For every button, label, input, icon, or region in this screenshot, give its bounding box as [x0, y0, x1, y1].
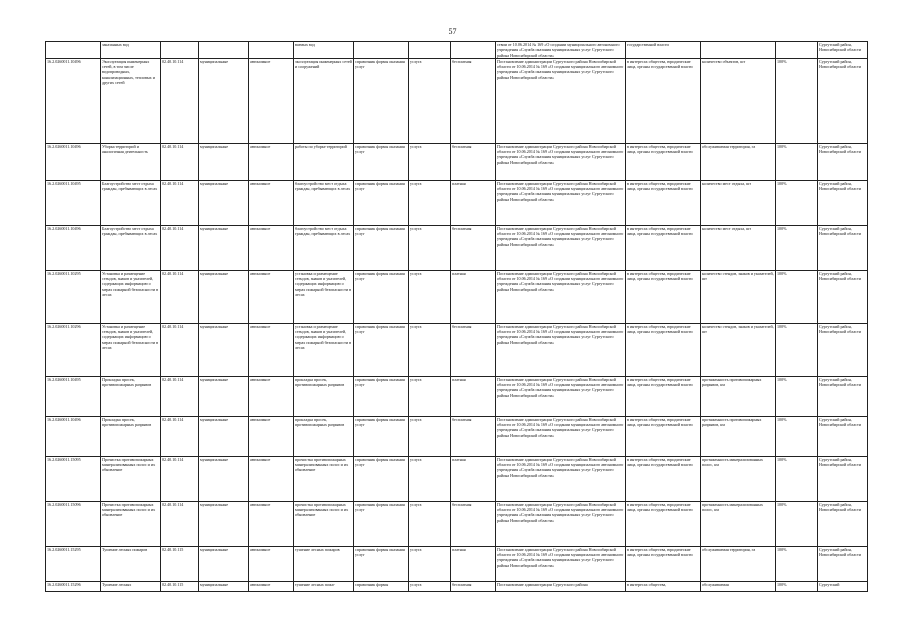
cell-recipients: в интересах общества, юридические лица, органы государственной власти — [626, 58, 701, 143]
cell-owner: Сургутский район, Новосибирской области — [818, 416, 868, 456]
cell-type: услуга — [409, 546, 451, 581]
cell-okved: 02.40.10.115 — [161, 581, 199, 591]
cell-level: муниципальные — [199, 376, 249, 416]
cell-num: 16.2.0260011.10495 — [46, 376, 101, 416]
cell-name: Благоустройство мест отдыха граждан, пребывающих в лесах — [101, 180, 161, 225]
cell-level: муниципальные — [199, 416, 249, 456]
cell-inst: автономное — [249, 581, 294, 591]
cell-npa: Постановление администрации Сургутского района Новосибирской области от 10.06.2014 № 169 «О создании муниципального автономного учреждения «Служба оказания муниципальных услуг Сургутского района Новосибирской области» — [496, 180, 626, 225]
cell-recipients: в интересах общества, юридические лица, органы государственной власти — [626, 416, 701, 456]
cell-npa: Постановление администрации Сургутского района — [496, 581, 626, 591]
cell-recipients: в интересах общества, юридические лица, органы государственной власти — [626, 180, 701, 225]
cell-name: Установка и размещение стендов, знаков и указателей, содержащих информацию о мерах пожарной безопасности в лесах — [101, 270, 161, 323]
cell-recipients: в интересах общества, юридические лица, органы государственной власти — [626, 143, 701, 180]
cell-type: услуга — [409, 581, 451, 591]
cell-pay: бесплатная — [451, 323, 496, 376]
cell-recipients: в интересах общества, юридические лица, органы государственной власти — [626, 501, 701, 546]
cell-owner: Сургутский район, Новосибирской области — [818, 180, 868, 225]
cell-level: муниципальные — [199, 546, 249, 581]
cell-indicator: количество стендов, знаков и указателей, шт — [701, 323, 776, 376]
cell-pay: бесплатная — [451, 581, 496, 591]
table-row — [46, 225, 868, 270]
cell-num: 16.2.0260011.10496 — [46, 225, 101, 270]
table-row — [46, 456, 868, 501]
cell-pay: платная — [451, 546, 496, 581]
cell-inst: автономное — [249, 323, 294, 376]
cell-form: справочник формы оказания услуг — [354, 270, 409, 323]
cell-okved: 02.40.10.114 — [161, 225, 199, 270]
cell-pct: 100% — [776, 546, 818, 581]
cell-indicator: протяженность минерализованных полос, км — [701, 456, 776, 501]
cell-okved: 02.40.10.114 — [161, 416, 199, 456]
cell-name: Тушение лесных — [101, 581, 161, 591]
cell-type: услуга — [409, 180, 451, 225]
cell-content: тушение лесных пожаров — [294, 546, 354, 581]
table-row — [46, 416, 868, 456]
cell-indicator: обслуживаемая территория, га — [701, 546, 776, 581]
cell-owner: Сургутский район, Новосибирской области — [818, 225, 868, 270]
cell-name: Тушение лесных пожаров — [101, 546, 161, 581]
cell-level: муниципальные — [199, 270, 249, 323]
cell-npa: Постановление администрации Сургутского района Новосибирской области от 10.06.2014 № 169 «О создании муниципального автономного учреждения «Служба оказания муниципальных услуг Сургутского района Новосибирской области» — [496, 225, 626, 270]
cell-pay: бесплатная — [451, 501, 496, 546]
cell-content: благоустройство мест отдыха граждан, пребывающих в лесах — [294, 180, 354, 225]
cell-npa: Постановление администрации Сургутского района Новосибирской области от 10.06.2014 № 169 «О создании муниципального автономного учреждения «Служба оказания муниципальных услуг Сургутского района Новосибирской области» — [496, 270, 626, 323]
cell-num: 16.2.0260011.15095 — [46, 456, 101, 501]
cell-form: справочник формы оказания услуг — [354, 546, 409, 581]
cell-pct: 100% — [776, 180, 818, 225]
cell-type: услуга — [409, 456, 451, 501]
cell-pct: 100% — [776, 143, 818, 180]
cell-form: справочник формы оказания услуг — [354, 323, 409, 376]
cell-inst: автономное — [249, 58, 294, 143]
cell-form: справочник формы оказания услуг — [354, 225, 409, 270]
cell-type: услуга — [409, 58, 451, 143]
table-row — [46, 501, 868, 546]
cell-okved: 02.40.10.114 — [161, 456, 199, 501]
cell-content: установка и размещение стендов, знаков и указателей, содержащих информацию о мерах пожарной безопасности в лесах — [294, 270, 354, 323]
cell-level: муниципальные — [199, 456, 249, 501]
cell-pct: 100% — [776, 501, 818, 546]
cell-recipients: в интересах общества, — [626, 581, 701, 591]
cell-name: Благоустройство мест отдыха граждан, пребывающих в лесах — [101, 225, 161, 270]
cell-pay: бесплатная — [451, 225, 496, 270]
cell-name: Прочистка противопожарных минерализованных полос и их обновление — [101, 501, 161, 546]
cell-form: справочник формы оказания услуг — [354, 58, 409, 143]
cell-indicator: протяженность противопожарных разрывов, км — [701, 416, 776, 456]
cell-num: 16.2.0260011.15295 — [46, 546, 101, 581]
cell-name: Прочистка противопожарных минерализованных полос и их обновление — [101, 456, 161, 501]
cell-inst: автономное — [249, 225, 294, 270]
cell-okved: 02.40.10.115 — [161, 546, 199, 581]
cell-name: заказанных вод — [101, 42, 161, 59]
cell-pay: бесплатная — [451, 143, 496, 180]
cell-recipients: в интересах общества, юридические лица, органы государственной власти — [626, 376, 701, 416]
cell-type: услуга — [409, 323, 451, 376]
cell-content: прокладка просек, противопожарных разрывов — [294, 416, 354, 456]
cell-pct: 100% — [776, 581, 818, 591]
cell-pct: 100% — [776, 58, 818, 143]
cell-type: услуга — [409, 416, 451, 456]
cell-content: ваемых вод — [294, 42, 354, 59]
cell-form: справочник формы оказания услуг — [354, 376, 409, 416]
cell-inst: автономное — [249, 501, 294, 546]
cell-num: 16.2.0260011.10495 — [46, 180, 101, 225]
cell-pay: платная — [451, 376, 496, 416]
cell-inst: автономное — [249, 270, 294, 323]
cell-type: услуга — [409, 225, 451, 270]
cell-content: прокладка просек, противопожарных разрывов — [294, 376, 354, 416]
cell-indicator: количество объектов, шт — [701, 58, 776, 143]
cell-pay: платная — [451, 270, 496, 323]
cell-content: прочистка противопожарных минерализованных полос и их обновление — [294, 501, 354, 546]
table-row — [46, 376, 868, 416]
cell-owner: Сургутский — [818, 581, 868, 591]
table-row — [46, 546, 868, 581]
cell-recipients: в интересах общества, юридические лица, органы государственной власти — [626, 270, 701, 323]
cell-num: 16.2.0260011.15296 — [46, 581, 101, 591]
cell-num: 16.2.0260011.10496 — [46, 58, 101, 143]
cell-name: Эксплуатация инженерных сетей, в том числе водопроводных, канализационных, тепловых и других сетей — [101, 58, 161, 143]
cell-recipients: в интересах общества, юридические лица, органы государственной власти — [626, 546, 701, 581]
table-row-continued — [46, 42, 868, 59]
cell-type: услуга — [409, 270, 451, 323]
cell-name: Уборка территорий и аналогичная деятельность — [101, 143, 161, 180]
cell-content: благоустройство мест отдыха граждан, пребывающих в лесах — [294, 225, 354, 270]
cell-name: Прокладка просек, противопожарных разрывов — [101, 416, 161, 456]
cell-inst: автономное — [249, 456, 294, 501]
cell-indicator: протяженность минерализованных полос, км — [701, 501, 776, 546]
cell-owner: Сургутский район, Новосибирской области — [818, 143, 868, 180]
cell-indicator: количество стендов, знаков и указателей, шт — [701, 270, 776, 323]
cell-type: услуга — [409, 376, 451, 416]
cell-form: справочник формы оказания услуг — [354, 456, 409, 501]
cell-okved: 02.40.10.114 — [161, 58, 199, 143]
cell-pct: 100% — [776, 456, 818, 501]
cell-form: справочник формы оказания услуг — [354, 180, 409, 225]
cell-indicator: обслуживаемая территория, га — [701, 143, 776, 180]
cell-num: 16.2.0260011.10496 — [46, 416, 101, 456]
cell-recipients: в интересах общества, юридические лица, органы государственной власти — [626, 225, 701, 270]
cell-pay: бесплатная — [451, 416, 496, 456]
cell-okved: 02.40.10.114 — [161, 501, 199, 546]
cell-num: 16.2.0260011.10496 — [46, 143, 101, 180]
cell-pay: платная — [451, 456, 496, 501]
cell-content: работы по уборке территорий — [294, 143, 354, 180]
cell-form: справочник формы оказания услуг — [354, 416, 409, 456]
cell-content: прочистка противопожарных минерализованных полос и их обновление — [294, 456, 354, 501]
table-row — [46, 323, 868, 376]
page-number: 57 — [448, 27, 457, 36]
cell-pct: 100% — [776, 416, 818, 456]
cell-okved: 02.40.10.114 — [161, 270, 199, 323]
cell-owner: Сургутский район, Новосибирской области — [818, 58, 868, 143]
cell-level: муниципальные — [199, 323, 249, 376]
cell-indicator: протяженность противопожарных разрывов, км — [701, 376, 776, 416]
cell-indicator: количество мест отдыха, шт — [701, 180, 776, 225]
cell-num: 16.2.0260011.15096 — [46, 501, 101, 546]
services-register-table — [45, 41, 868, 592]
cell-pay: платная — [451, 180, 496, 225]
cell-pct: 100% — [776, 270, 818, 323]
cell-level: муниципальные — [199, 180, 249, 225]
cell-inst: автономное — [249, 416, 294, 456]
cell-pay: бесплатная — [451, 58, 496, 143]
table-row — [46, 180, 868, 225]
cell-npa: Постановление администрации Сургутского района Новосибирской области от 10.06.2014 № 169 «О создании муниципального автономного учреждения «Служба оказания муниципальных услуг Сургутского района Новосибирской области» — [496, 416, 626, 456]
cell-form: справочник формы оказания услуг — [354, 501, 409, 546]
cell-content: тушение лесных пожа- — [294, 581, 354, 591]
cell-inst: автономное — [249, 180, 294, 225]
cell-okved: 02.40.10.114 — [161, 143, 199, 180]
cell-inst: автономное — [249, 143, 294, 180]
cell-npa: Постановление администрации Сургутского района Новосибирской области от 10.06.2014 № 169 «О создании муниципального автономного учреждения «Служба оказания муниципальных услуг Сургутского района Новосибирской области» — [496, 456, 626, 501]
cell-owner: Сургутский район, Новосибирской области — [818, 456, 868, 501]
cell-name: Прокладка просек, противопожарных разрывов — [101, 376, 161, 416]
cell-npa: ствии от 10.06.2014 № 169 «О создании муниципального автономного учреждения «Служба оказания муниципальных услуг Сургутского района Новосибирской области» — [496, 42, 626, 59]
cell-pct: 100% — [776, 323, 818, 376]
cell-owner: Сургутский район, Новосибирской области — [818, 546, 868, 581]
cell-name: Установка и размещение стендов, знаков и указателей, содержащих информацию о мерах пожарной безопасности в лесах — [101, 323, 161, 376]
cell-recipients: в интересах общества, юридические лица, органы государственной власти — [626, 323, 701, 376]
cell-pct: 100% — [776, 376, 818, 416]
cell-npa: Постановление администрации Сургутского района Новосибирской области от 10.06.2014 № 169 «О создании муниципального автономного учреждения «Служба оказания муниципальных услуг Сургутского района Новосибирской области» — [496, 323, 626, 376]
cell-indicator: количество мест отдыха, шт — [701, 225, 776, 270]
cell-type: услуга — [409, 143, 451, 180]
cell-level: муниципальные — [199, 58, 249, 143]
cell-inst: автономное — [249, 376, 294, 416]
table-row — [46, 143, 868, 180]
cell-owner: Сургутский район, Новосибирской области — [818, 501, 868, 546]
cell-owner: Сургутский район, Новосибирской области — [818, 42, 868, 59]
cell-npa: Постановление администрации Сургутского района Новосибирской области от 10.06.2014 № 169 «О создании муниципального автономного учреждения «Служба оказания муниципальных услуг Сургутского района Новосибирской области» — [496, 376, 626, 416]
cell-form: справочник формы оказания услуг — [354, 143, 409, 180]
cell-level: муниципальные — [199, 581, 249, 591]
cell-level: муниципальные — [199, 501, 249, 546]
cell-level: муниципальные — [199, 225, 249, 270]
cell-okved: 02.40.10.114 — [161, 323, 199, 376]
cell-owner: Сургутский район, Новосибирской области — [818, 376, 868, 416]
cell-content: эксплуатация инженерных сетей и сооружений — [294, 58, 354, 143]
cell-num: 16.2.0260011.10295 — [46, 270, 101, 323]
table-row — [46, 581, 868, 591]
cell-recipients: в интересах общества, юридические лица, органы государственной власти — [626, 456, 701, 501]
cell-recipients: государственной власти — [626, 42, 701, 59]
cell-form: справочник формы — [354, 581, 409, 591]
cell-num: 16.2.0260011.10296 — [46, 323, 101, 376]
cell-okved: 02.40.10.114 — [161, 180, 199, 225]
cell-owner: Сургутский район, Новосибирской области — [818, 323, 868, 376]
cell-npa: Постановление администрации Сургутского района Новосибирской области от 10.06.2014 № 169 «О создании муниципального автономного учреждения «Служба оказания муниципальных услуг Сургутского района Новосибирской области» — [496, 143, 626, 180]
cell-inst: автономное — [249, 546, 294, 581]
cell-owner: Сургутский район, Новосибирской области — [818, 270, 868, 323]
cell-pct: 100% — [776, 225, 818, 270]
cell-indicator: обслуживаемая — [701, 581, 776, 591]
cell-content: установка и размещение стендов, знаков и указателей, содержащих информацию о мерах пожарной безопасности в лесах — [294, 323, 354, 376]
cell-level: муниципальные — [199, 143, 249, 180]
cell-npa: Постановление администрации Сургутского района Новосибирской области от 10.06.2014 № 169 «О создании муниципального автономного учреждения «Служба оказания муниципальных услуг Сургутского района Новосибирской области» — [496, 546, 626, 581]
cell-type: услуга — [409, 501, 451, 546]
cell-okved: 02.40.10.114 — [161, 376, 199, 416]
table-row — [46, 58, 868, 143]
table-row — [46, 270, 868, 323]
cell-npa: Постановление администрации Сургутского района Новосибирской области от 10.06.2014 № 169 «О создании муниципального автономного учреждения «Служба оказания муниципальных услуг Сургутского района Новосибирской области» — [496, 501, 626, 546]
cell-npa: Постановление администрации Сургутского района Новосибирской области от 10.06.2014 № 169 «О создании муниципального автономного учреждения «Служба оказания муниципальных услуг Сургутского района Новосибирской области» — [496, 58, 626, 143]
